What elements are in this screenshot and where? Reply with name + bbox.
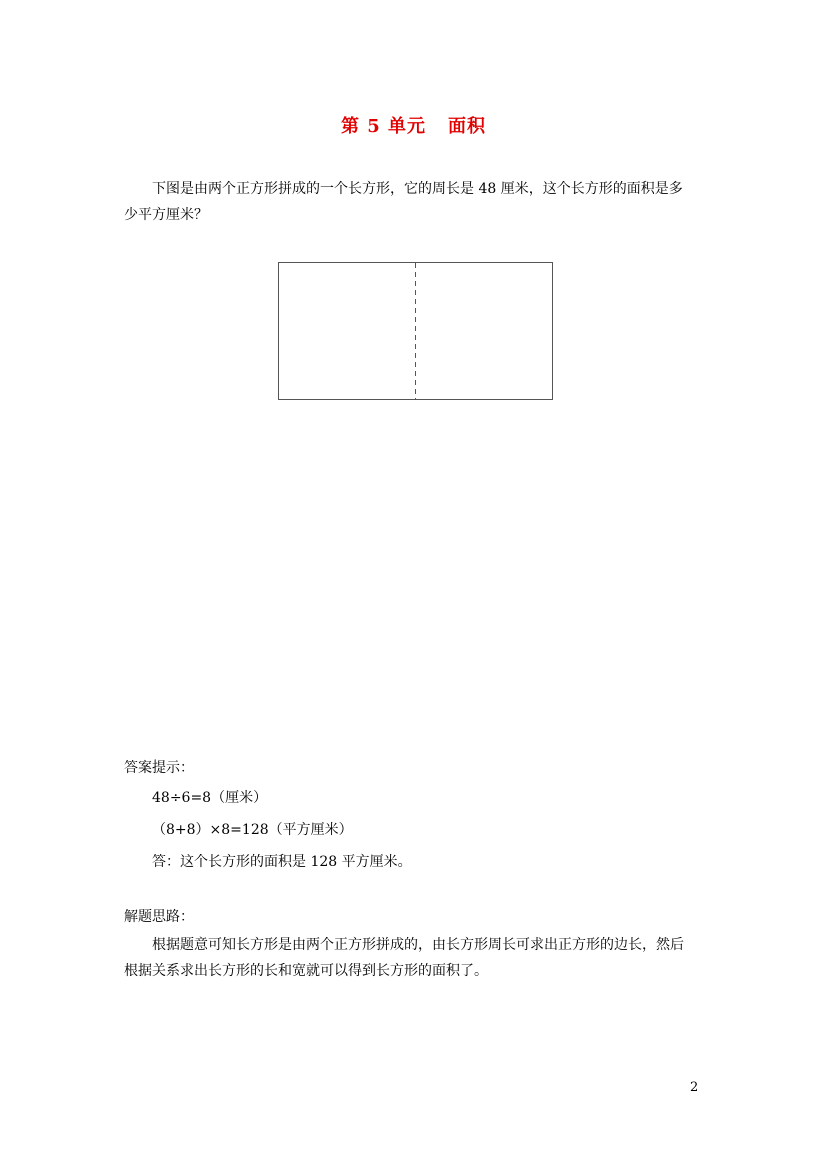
page-number: 2 [690,1080,699,1095]
answer-statement: 答：这个长方形的面积是 128 平方厘米。 [152,854,412,870]
answer-heading: 答案提示： [124,760,194,776]
title-unit: 第 5 单元 [340,116,427,137]
answer-step-2: （8+8）×8=128（平方厘米） [152,822,353,838]
question-line-1: 下图是由两个正方形拼成的一个长方形，它的周长是 48 厘米，这个长方形的面积是多 [152,181,683,197]
answer-step-1: 48÷6=8（厘米） [152,790,268,806]
page-title [0,112,827,138]
solution-line-1: 根据题意可知长方形是由两个正方形拼成的，由长方形周长可求出正方形的边长，然后 [152,937,684,953]
question-line-2: 少平方厘米？ [124,207,208,223]
title-topic: 面积 [448,116,487,137]
rectangle-figure [278,262,554,402]
solution-line-2: 根据关系求出长方形的长和宽就可以得到长方形的面积了。 [124,963,488,979]
solution-heading: 解题思路： [124,909,194,925]
